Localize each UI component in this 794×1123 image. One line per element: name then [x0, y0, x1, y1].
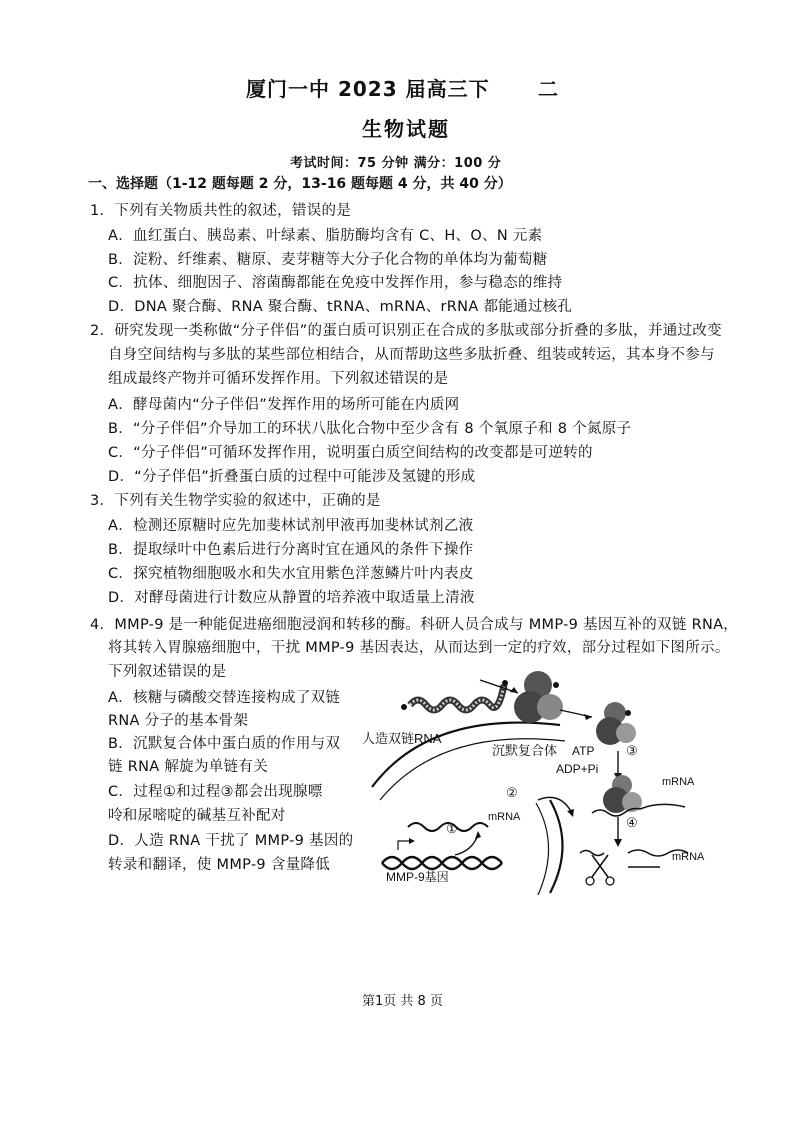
- exam-subject: 生物试题: [362, 117, 450, 141]
- q4-option-b-line2: 链 RNA 解旋为单链有关: [108, 759, 268, 775]
- q4-option-d-line2: 转录和翻译，使 MMP-9 含量降低: [108, 857, 331, 873]
- q1-option-a: A．血红蛋白、胰岛素、叶绿素、脂肪酶均含有 C、H、O、N 元素: [108, 228, 543, 244]
- q3-stem: 3．下列有关生物学实验的叙述中，正确的是: [90, 493, 381, 509]
- q4-option-a-line1: A．核糖与磷酸交替连接构成了双链: [108, 690, 341, 706]
- q3-option-c: C．探究植物细胞吸水和失水宜用紫色洋葱鳞片叶内表皮: [108, 566, 474, 582]
- q3-option-d: D．对酵母菌进行计数应从静置的培养液中取适量上清液: [108, 590, 475, 606]
- mmp9-gene-dna-strand: [382, 857, 502, 869]
- label-mrna-nucleus: mRNA: [488, 811, 521, 823]
- arrow-head: [409, 838, 415, 844]
- label-step-2: ②: [506, 785, 518, 800]
- label-mrna-cleaved: mRNA: [672, 851, 705, 863]
- arrow-head: [614, 839, 622, 847]
- q4-stem-2: 将其转入胃腺癌细胞中，干扰 MMP-9 基因表达，从而达到一定的疗效，部分过程如下图所示。: [108, 640, 730, 656]
- section-heading: 一、选择题（1-12 题每题 2 分，13-16 题每题 4 分，共 40 分）: [88, 176, 512, 192]
- cleaved-mrna-fragment: [580, 851, 604, 856]
- label-step-1: ①: [446, 821, 458, 836]
- dsrna-end-marker: [401, 704, 407, 710]
- label-artificial-dsrna: 人造双链RNA: [362, 731, 442, 746]
- q4-option-c-line1: C．过程①和过程③都会出现腺嘌: [108, 784, 323, 800]
- q2-option-d: D．“分子伴侣”折叠蛋白质的过程中可能涉及氢键的形成: [108, 469, 476, 485]
- q1-stem: 1．下列有关物质共性的叙述，错误的是: [90, 203, 352, 219]
- q2-option-a: A．酵母菌内“分子伴侣”发挥作用的场所可能在内质网: [108, 397, 460, 413]
- complex-marker: [553, 682, 559, 688]
- arrow-step-1: [455, 835, 478, 855]
- q4-option-b-line1: B．沉默复合体中蛋白质的作用与双: [108, 736, 341, 752]
- label-atp: ATP: [572, 744, 595, 758]
- label-adp-pi: ADP+Pi: [556, 762, 599, 776]
- q4-option-a-line2: RNA 分子的基本骨架: [108, 713, 249, 729]
- exam-meta: 考试时间：75 分钟 满分：100 分: [290, 156, 502, 171]
- q2-stem-2: 自身空间结构与多肽的某些部位相结合，从而帮助这些多肽折叠、组装或转运，其本身不参与: [108, 347, 715, 363]
- arrow-head: [475, 831, 481, 839]
- q3-option-b: B．提取绿叶中色素后进行分离时宜在通风的条件下操作: [108, 542, 474, 558]
- label-mrna-bound: mRNA: [662, 776, 695, 788]
- dsrna-end-marker: [502, 680, 508, 686]
- complex-marker: [625, 710, 631, 716]
- label-silencing-complex: 沉默复合体: [492, 743, 558, 758]
- rnai-process-figure: [360, 655, 730, 905]
- complex-2-side: [616, 723, 636, 743]
- q2-option-c: C．“分子伴侣”可循环发挥作用，说明蛋白质空间结构的改变都是可逆转的: [108, 445, 593, 461]
- q1-option-b: B．淀粉、纤维素、糖原、麦芽糖等大分子化合物的单体均为葡萄糖: [108, 252, 548, 268]
- exam-title: 厦门一中 2023 届高三下: [246, 77, 490, 101]
- label-step-4: ④: [626, 815, 638, 830]
- silencing-complex-side: [537, 694, 563, 720]
- q2-stem-1: 2．研究发现一类称做“分子伴侣”的蛋白质可识别正在合成的多肽或部分折叠的多肽，并通过改变: [90, 323, 722, 339]
- q4-option-c-line2: 呤和尿嘧啶的碱基互补配对: [108, 808, 286, 824]
- label-step-3: ③: [626, 743, 638, 758]
- arrow-head: [567, 809, 574, 817]
- arrow-head: [584, 714, 592, 720]
- page-footer: 第1页 共 8 页: [362, 994, 443, 1009]
- exam-title-suffix: 二: [538, 77, 559, 101]
- q2-option-b: B．“分子伴侣”介导加工的环状八肽化合物中至少含有 8 个氧原子和 8 个氮原子: [108, 421, 632, 437]
- q1-option-d: D．DNA 聚合酶、RNA 聚合酶、tRNA、mRNA、rRNA 都能通过核孔: [108, 299, 573, 315]
- q4-stem-1: 4．MMP-9 是一种能促进癌细胞浸润和转移的酶。科研人员合成与 MMP-9 基因互补的双链 RNA，: [90, 617, 739, 633]
- q4-option-d-line1: D．人造 RNA 干扰了 MMP-9 基因的: [108, 833, 354, 849]
- q2-stem-3: 组成最终产物并可循环发挥作用。下列叙述错误的是: [108, 371, 449, 387]
- label-mmp9-gene: MMP-9基因: [386, 870, 449, 884]
- q3-option-a: A．检测还原糖时应先加斐林试剂甲液再加斐林试剂乙液: [108, 518, 474, 534]
- scissors-icon: [586, 855, 614, 885]
- q1-option-c: C．抗体、细胞因子、溶菌酶都能在免疫中发挥作用，参与稳态的维持: [108, 275, 563, 291]
- q4-stem-3: 下列叙述错误的是: [108, 664, 227, 680]
- nucleus-membrane-side-inner: [536, 803, 549, 895]
- nucleus-membrane-side-outer: [550, 800, 563, 893]
